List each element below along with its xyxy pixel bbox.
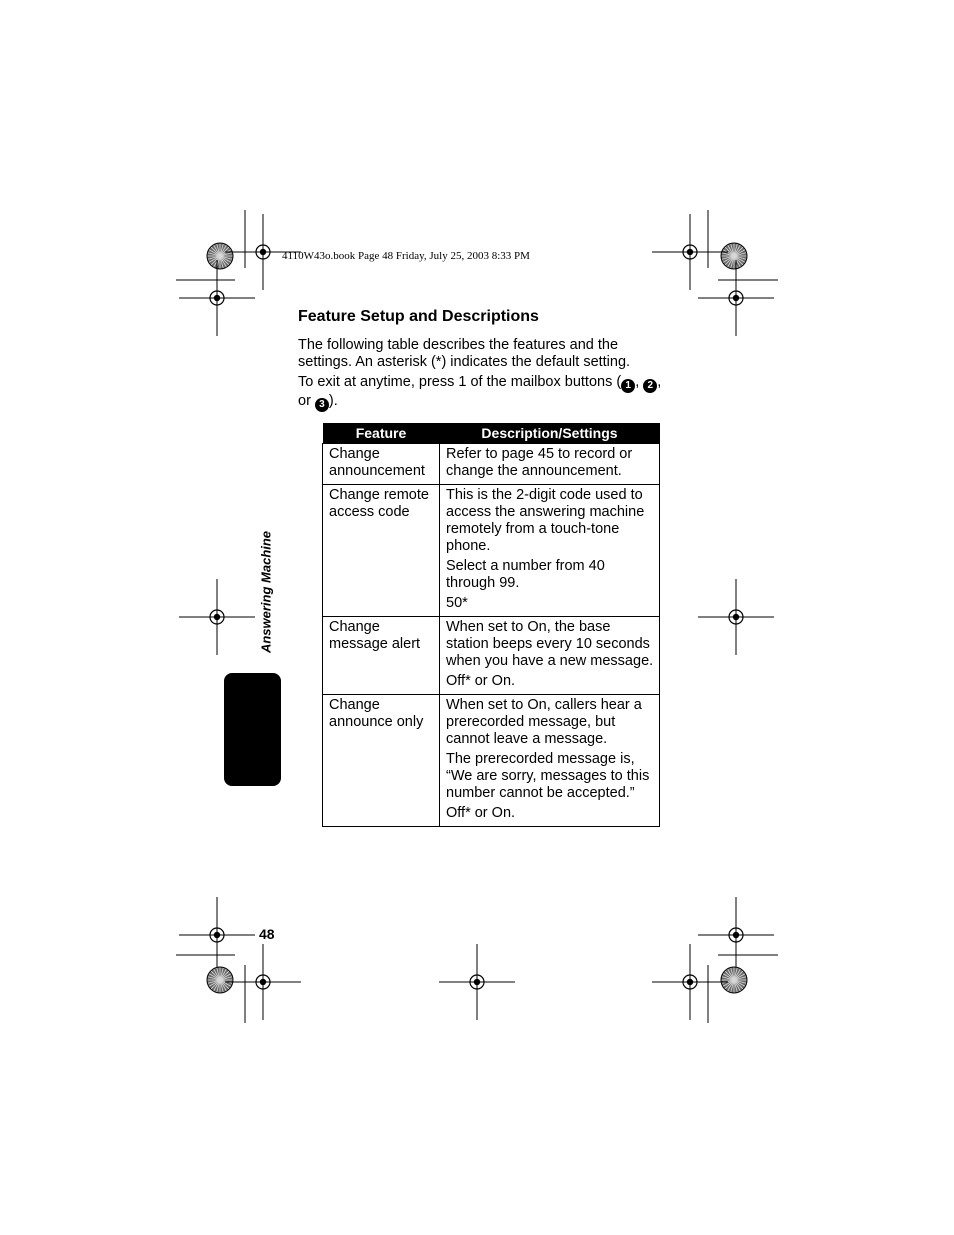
mailbox-button-2-icon: 2 (643, 379, 657, 393)
color-calibration-icon (721, 967, 747, 993)
header-description: Description/Settings (440, 423, 660, 444)
mailbox-button-3-icon: 3 (315, 398, 329, 412)
registration-target-icon (179, 897, 255, 973)
section-title: Feature Setup and Descriptions (298, 308, 539, 325)
chapter-thumb-tab (224, 673, 281, 786)
feature-cell: Change message alert (323, 617, 440, 695)
description-text: Select a number from 40 through 99. (446, 558, 605, 591)
feature-table (322, 423, 660, 827)
registration-target-icon (652, 214, 728, 290)
registration-target-icon (698, 260, 774, 336)
feature-cell: Change announcement (323, 444, 440, 485)
table-header-row (323, 423, 660, 444)
registration-target-icon (179, 260, 255, 336)
default-setting: Off* or On. (446, 805, 516, 821)
exit-text-sep1: , (635, 374, 640, 390)
table-row (323, 444, 660, 485)
exit-text-before: To exit at anytime, press 1 of the mailbox buttons ( (298, 374, 622, 390)
exit-text-after: ). (328, 393, 338, 409)
registration-target-icon (652, 944, 728, 1020)
mailbox-button-1-icon: 1 (621, 379, 635, 393)
description-cell (440, 444, 660, 485)
description-text: The prerecorded message is, “We are sorry, messages to this number cannot be accepted.” (446, 751, 650, 801)
description-cell (440, 485, 660, 617)
description-cell (440, 695, 660, 827)
chapter-side-label: Answering Machine (258, 530, 274, 654)
default-setting: Off* or On. (446, 673, 516, 689)
registration-target-icon (439, 944, 515, 1020)
file-slug: 4110W43o.book Page 48 Friday, July 25, 2003 8:33 PM (282, 250, 530, 262)
default-setting: 50* (446, 595, 468, 611)
registration-target-icon (179, 579, 255, 655)
description-text: Refer to page 45 to record or change the announcement. (446, 446, 633, 479)
exit-instructions (298, 374, 668, 412)
feature-cell: Change announce only (323, 695, 440, 827)
color-calibration-icon (207, 967, 233, 993)
description-text: This is the 2-digit code used to access the answering machine remotely from a touch-tone phone. (446, 487, 645, 554)
description-text: When set to On, callers hear a prerecorded message, but cannot leave a message. (446, 697, 642, 747)
color-calibration-icon (207, 243, 233, 269)
header-feature: Feature (323, 423, 440, 444)
description-cell (440, 617, 660, 695)
table-row (323, 485, 660, 617)
page-number: 48 (259, 926, 275, 942)
registration-target-icon (225, 944, 301, 1020)
table-row (323, 695, 660, 827)
exit-text-sep2: , or (298, 374, 662, 409)
feature-cell: Change remote access code (323, 485, 440, 617)
table-row (323, 617, 660, 695)
registration-target-icon (698, 897, 774, 973)
intro-paragraph: The following table describes the features and the settings. An asterisk (*) indicates the default setting. (298, 337, 631, 370)
registration-target-icon (698, 579, 774, 655)
color-calibration-icon (721, 243, 747, 269)
description-text: When set to On, the base station beeps every 10 seconds when you have a new message. (446, 619, 654, 669)
